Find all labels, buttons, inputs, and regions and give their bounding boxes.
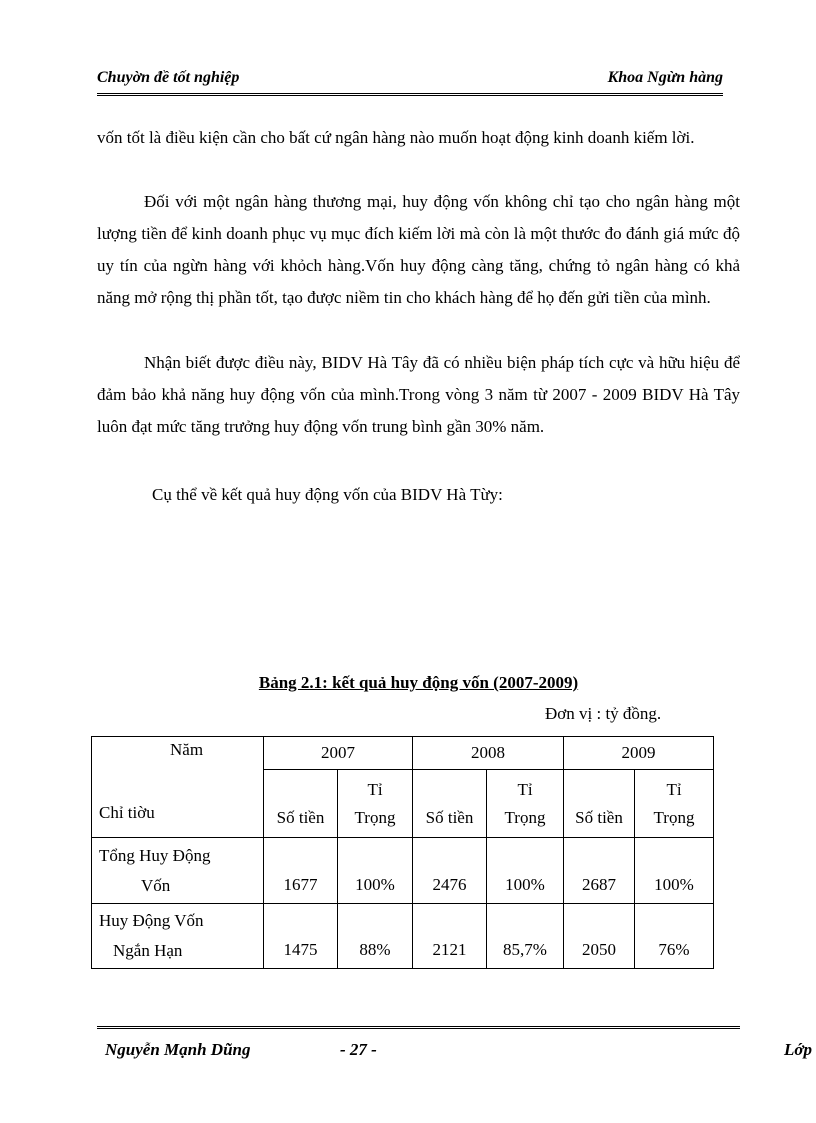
year-header-2009: 2009 <box>564 737 714 770</box>
ratio-label-1: Tỉ <box>367 779 383 799</box>
table-row <box>92 838 714 904</box>
paragraph-3: Nhận biết được điều này, BIDV Hà Tây đã có nhiều biện pháp tích cực và hữu hiệu để đảm bảo khả năng huy động vốn của mình.Trong vòng 3 năm từ 2007 - 2009 BIDV Hà Tây luôn đạt mức tăng trưởng huy động vốn trung bình gần 30% năm. <box>97 353 740 436</box>
row-label-line-1: Huy Động Vốn <box>99 911 204 930</box>
footer-divider <box>97 1026 740 1029</box>
row-label-cell <box>92 838 264 904</box>
col-amount-2007: Số tiền <box>264 770 338 838</box>
table-cell: 2476 <box>413 838 487 904</box>
table-cell: 100% <box>338 838 413 904</box>
footer-class: Lớp <box>784 1040 813 1059</box>
header-faculty-label: Khoa Ngừn hàng <box>607 69 723 86</box>
paragraph-1: vốn tốt là điều kiện cần cho bất cứ ngân hàng nào muốn hoạt động kinh doanh kiếm lời. <box>97 128 695 147</box>
table-cell: 2050 <box>564 904 635 969</box>
col-ratio-2007 <box>338 770 413 838</box>
table-cell: 100% <box>487 838 564 904</box>
col-ratio-2009 <box>635 770 714 838</box>
table-caption: Bảng 2.1: kết quả huy động vốn (2007-2009) <box>258 673 579 692</box>
year-header-2007: 2007 <box>264 737 413 770</box>
indicator-label: Chỉ tiờu <box>99 803 155 822</box>
table-year-row <box>92 737 714 770</box>
year-header-2008: 2008 <box>413 737 564 770</box>
table-cell: 100% <box>635 838 714 904</box>
table-cell: 76% <box>635 904 714 969</box>
table-cell: 1475 <box>264 904 338 969</box>
paragraph-2: Đối với một ngân hàng thương mại, huy động vốn không chỉ tạo cho ngân hàng một lượng tiền để kinh doanh phục vụ mục đích kiếm lời mà còn là một thước đo đánh giá mức độ uy tín của ngừn hàng với khỏch hàng.Vốn huy động càng tăng, chứng tỏ ngân hàng có khả năng mở rộng thị phần tốt, tạo được niềm tin cho khách hàng để họ đến gửi tiền của mình. <box>97 192 740 307</box>
row-label-line-2: Vốn <box>141 875 171 895</box>
paragraph-4: Cụ thể về kết quả huy động vốn của BIDV Hà Từy: <box>152 485 503 504</box>
table-unit: Đơn vị : tỷ đồng. <box>545 704 662 723</box>
ratio-label-2: Trọng <box>653 807 695 827</box>
col-amount-2008: Số tiền <box>413 770 487 838</box>
table-cell: 2687 <box>564 838 635 904</box>
year-label: Năm <box>170 740 204 759</box>
header-thesis-label: Chuyờn đề tốt nghiệp <box>97 69 240 86</box>
footer-page-number: - 27 - <box>340 1040 377 1059</box>
table-row <box>92 904 714 969</box>
row-label-cell <box>92 904 264 969</box>
row-label-line-2: Ngắn Hạn <box>113 941 183 960</box>
ratio-label-1: Tỉ <box>517 779 533 799</box>
col-ratio-2008 <box>487 770 564 838</box>
ratio-label-2: Trọng <box>354 807 396 827</box>
table-cell: 1677 <box>264 838 338 904</box>
ratio-label-1: Tỉ <box>666 779 682 799</box>
page-header <box>97 67 723 96</box>
table-cell: 88% <box>338 904 413 969</box>
footer-author: Nguyễn Mạnh Dũng <box>105 1040 251 1059</box>
row-label-line-1: Tổng Huy Động <box>99 845 211 865</box>
table-cell: 85,7% <box>487 904 564 969</box>
ratio-label-2: Trọng <box>504 807 546 827</box>
table-corner-cell <box>92 737 264 838</box>
col-amount-2009: Số tiền <box>564 770 635 838</box>
funding-table <box>91 736 714 969</box>
table-cell: 2121 <box>413 904 487 969</box>
